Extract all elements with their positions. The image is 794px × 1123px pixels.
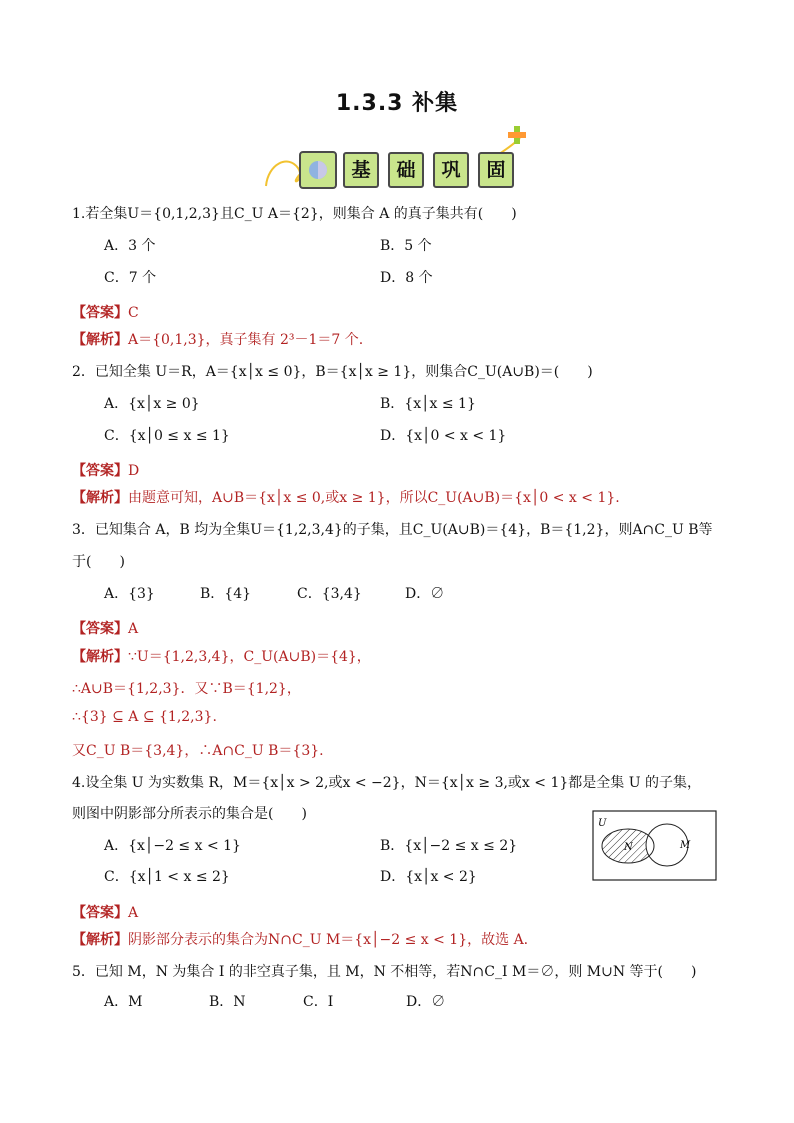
q3-analysis-line-2: ∴A∪B＝{1,2,3}．又∵B＝{1,2}， xyxy=(72,681,301,697)
q2-analysis xyxy=(72,487,620,507)
analysis-label: 【解析】 xyxy=(72,649,128,665)
answer-value: A xyxy=(128,621,139,637)
answer-label: 【答案】 xyxy=(72,905,128,921)
q2-option-a: A．{x│x ≥ 0} xyxy=(104,396,200,412)
q1-option-c: C．7 个 xyxy=(104,270,157,286)
q1-option-d: D．8 个 xyxy=(380,270,433,286)
q2-option-b: B．{x│x ≤ 1} xyxy=(380,396,476,412)
venn-label-m: M xyxy=(680,840,691,851)
question-3-text-cont: 于( ) xyxy=(72,554,125,570)
question-4-text-cont: 则图中阴影部分所表示的集合是( ) xyxy=(72,806,307,822)
q1-option-a: A．3 个 xyxy=(104,238,156,254)
q1-analysis xyxy=(72,329,363,349)
analysis-text: ∵U＝{1,2,3,4}，C_U(A∪B)＝{4}， xyxy=(128,649,371,665)
analysis-text: A＝{0,1,3}，真子集有 2³－1＝7 个. xyxy=(128,332,364,348)
answer-value: C xyxy=(128,305,139,321)
q3-answer xyxy=(72,618,138,638)
q5-option-b: B．N xyxy=(209,994,246,1010)
q3-analysis xyxy=(72,646,371,666)
banner-char-4: 固 xyxy=(478,152,514,188)
banner-char-3: 巩 xyxy=(433,152,469,188)
q2-option-c: C．{x│0 ≤ x ≤ 1} xyxy=(104,428,230,444)
q3-option-c: C．{3,4} xyxy=(297,586,362,602)
answer-value: A xyxy=(128,905,139,921)
banner-char-2: 础 xyxy=(388,152,424,188)
answer-value: D xyxy=(128,463,140,479)
answer-label: 【答案】 xyxy=(72,305,128,321)
venn-diagram xyxy=(592,810,718,882)
question-5-text: 5．已知 M，N 为集合 I 的非空真子集，且 M，N 不相等，若N∩C_I M＝∅，则 M∪N 等于( ) xyxy=(72,964,697,980)
q4-option-c: C．{x│1 < x ≤ 2} xyxy=(104,869,230,885)
answer-label: 【答案】 xyxy=(72,621,128,637)
analysis-label: 【解析】 xyxy=(72,932,128,948)
question-4-text: 4.设全集 U 为实数集 R，M＝{x│x > 2,或x < −2}，N＝{x│x ≥ 3,或x < 1}都是全集 U 的子集， xyxy=(72,775,701,791)
q4-option-a: A．{x│−2 ≤ x < 1} xyxy=(104,838,241,854)
q4-option-d: D．{x│x < 2} xyxy=(380,869,477,885)
q3-analysis-line-4: 又C_U B＝{3,4}，∴A∩C_U B＝{3}. xyxy=(72,743,324,759)
venn-label-u: U xyxy=(598,818,607,829)
q3-option-d: D．∅ xyxy=(405,586,445,602)
q2-option-d: D．{x│0 < x < 1} xyxy=(380,428,507,444)
q5-option-c: C．I xyxy=(303,994,334,1010)
analysis-text: 由题意可知，A∪B＝{x│x ≤ 0,或x ≥ 1}，所以C_U(A∪B)＝{x│0 < x < 1}. xyxy=(128,490,620,506)
q3-option-a: A．{3} xyxy=(104,586,155,602)
page-title: 1.3.3 补集 xyxy=(335,91,459,116)
answer-label: 【答案】 xyxy=(72,463,128,479)
question-1-text: 1.若全集U＝{0,1,2,3}且C_U A＝{2}，则集合 A 的真子集共有( ) xyxy=(72,206,517,222)
analysis-text: 阴影部分表示的集合为N∩C_U M＝{x│−2 ≤ x < 1}，故选 A. xyxy=(128,932,529,948)
q5-option-a: A．M xyxy=(104,994,143,1010)
q4-analysis xyxy=(72,929,528,949)
question-2-text: 2．已知全集 U＝R，A＝{x│x ≤ 0}，B＝{x│x ≥ 1}，则集合C_U(A∪B)＝( ) xyxy=(72,364,593,380)
venn-label-n: N xyxy=(624,842,633,853)
q4-answer xyxy=(72,902,138,922)
banner-char-1: 基 xyxy=(343,152,379,188)
q5-option-d: D．∅ xyxy=(406,994,446,1010)
analysis-label: 【解析】 xyxy=(72,332,128,348)
q2-answer xyxy=(72,460,139,480)
q3-analysis-line-3: ∴{3} ⊆ A ⊆ {1,2,3}. xyxy=(72,709,217,725)
q4-option-b: B．{x│−2 ≤ x ≤ 2} xyxy=(380,838,518,854)
analysis-label: 【解析】 xyxy=(72,490,128,506)
q1-answer xyxy=(72,302,139,322)
q1-option-b: B．5 个 xyxy=(380,238,432,254)
q3-option-b: B．{4} xyxy=(200,586,252,602)
question-3-text: 3．已知集合 A，B 均为全集U＝{1,2,3,4}的子集，且C_U(A∪B)＝{4}，B＝{1,2}，则A∩C_U B等 xyxy=(72,522,713,538)
